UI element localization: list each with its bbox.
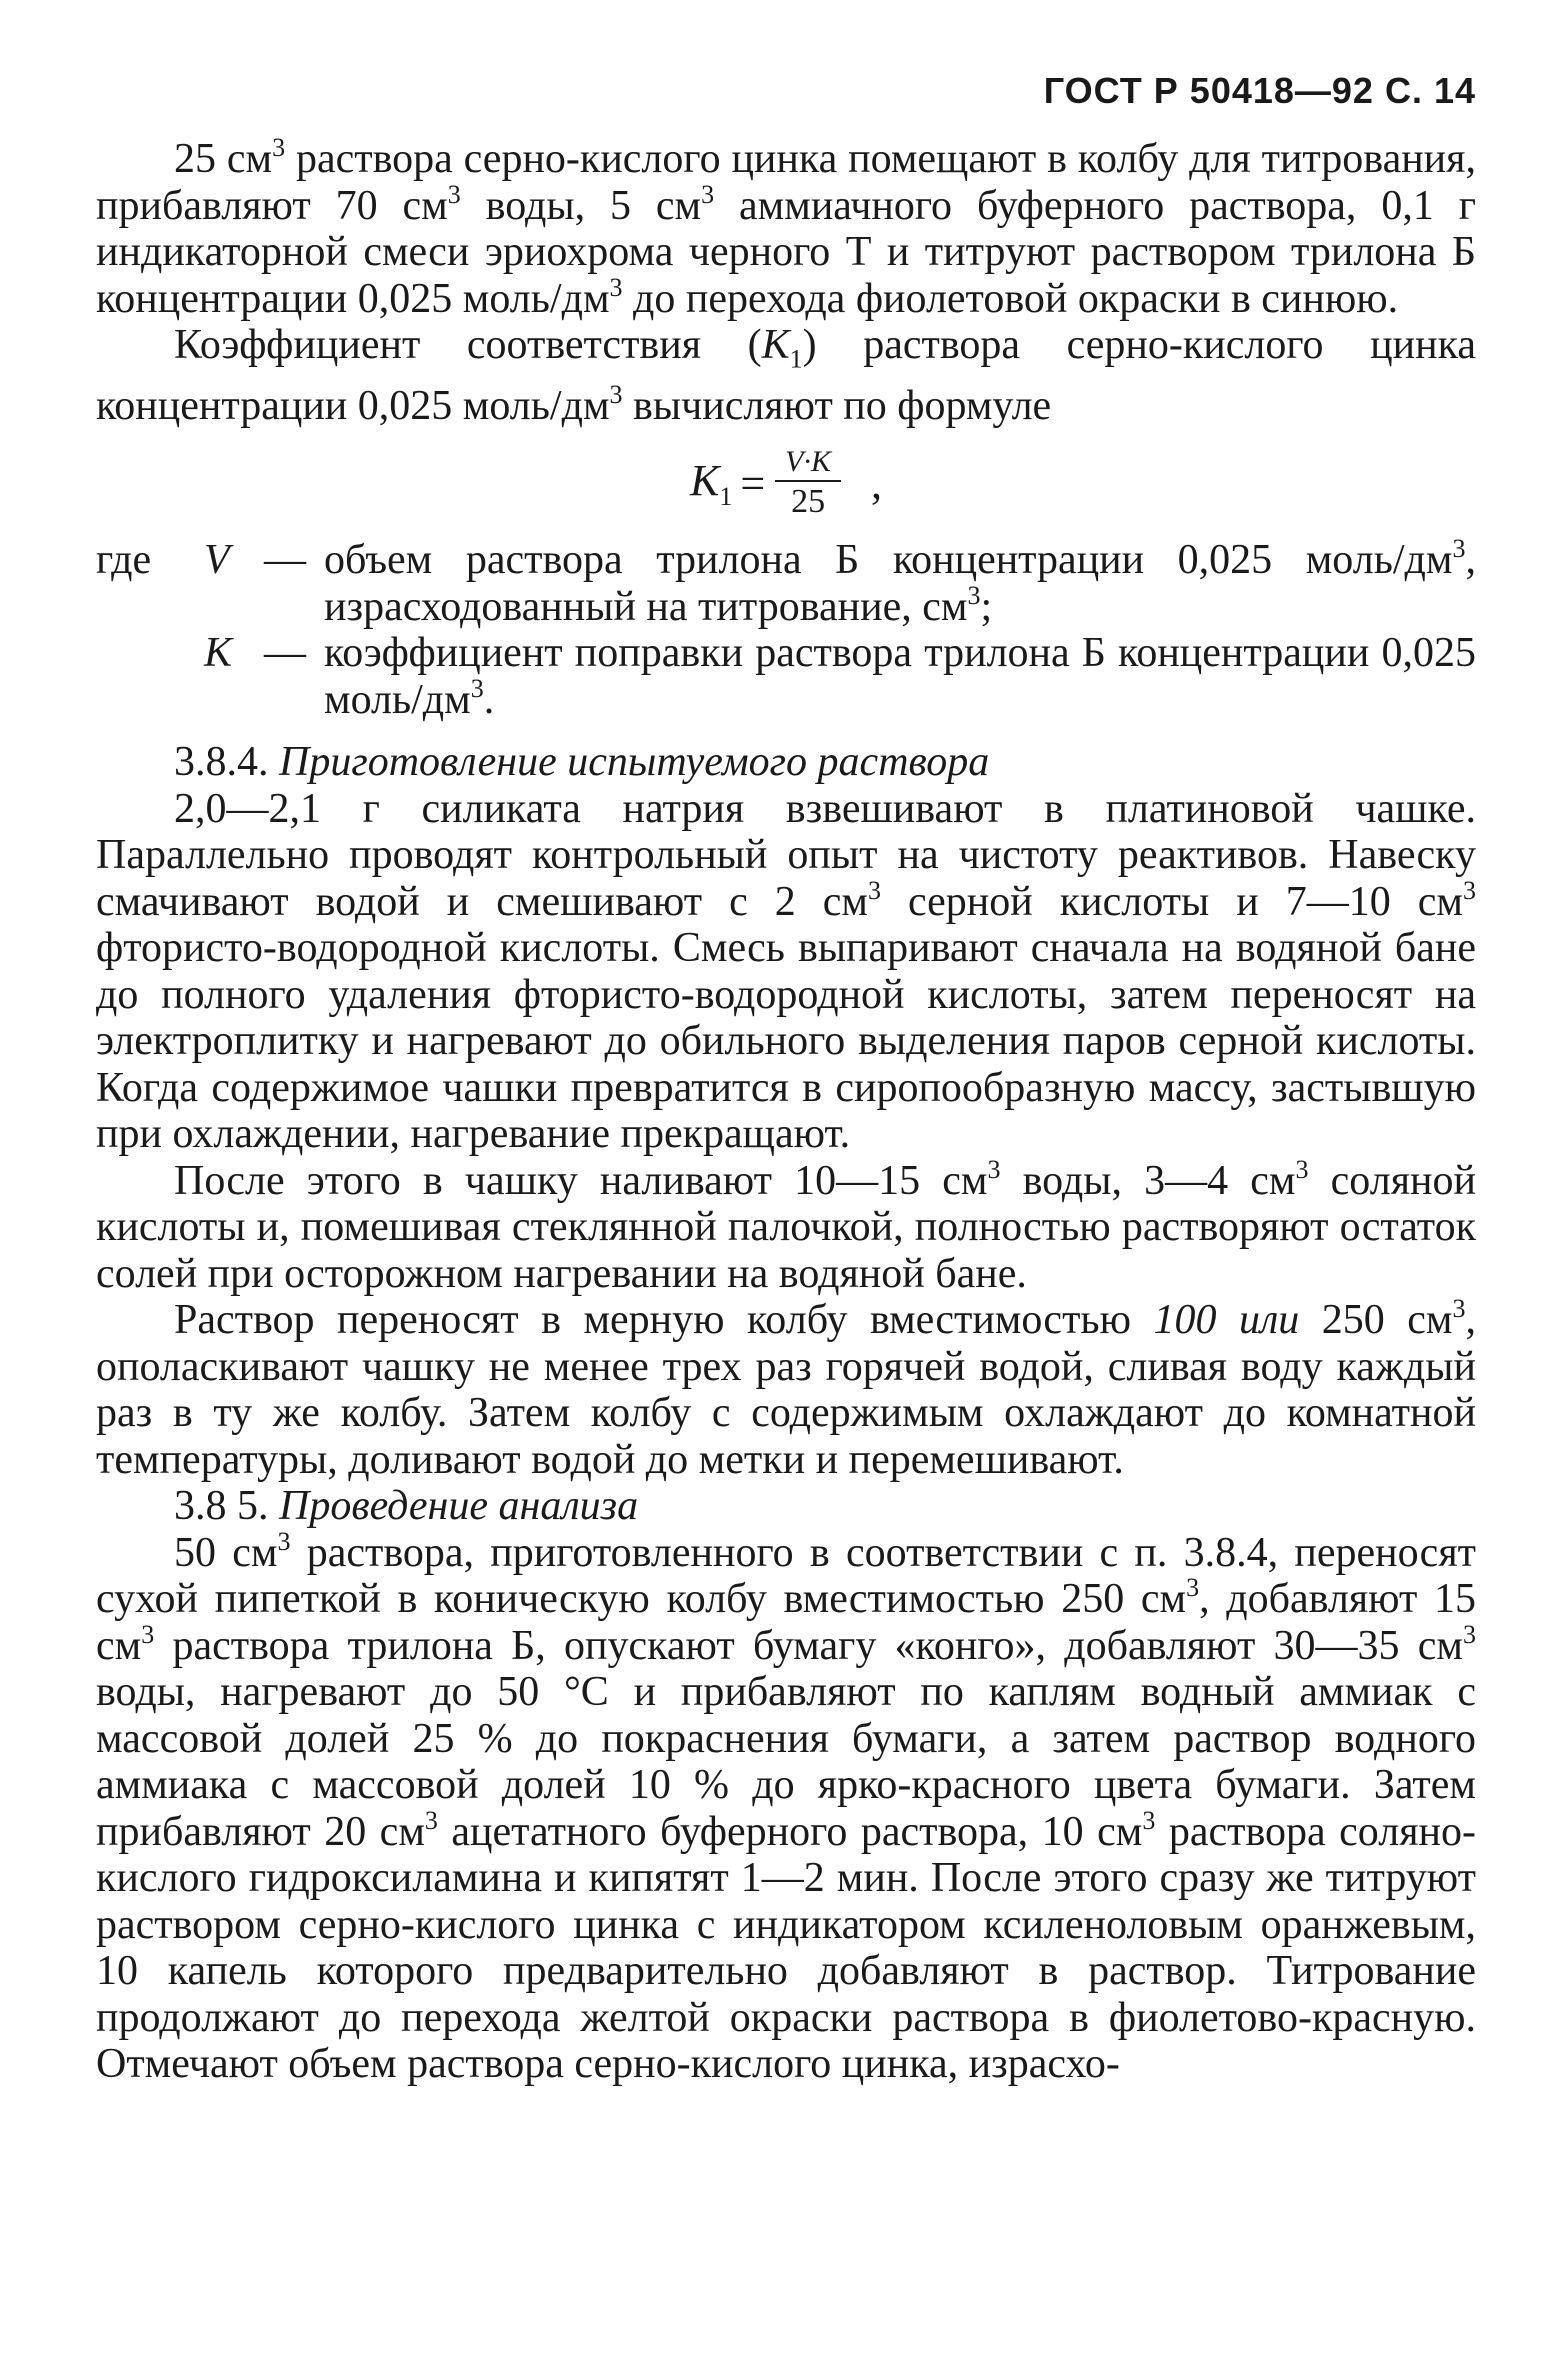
paragraph-titration-procedure: 25 $см^3$ раствора серно-кислого цинка помещают в колбу для титрования, прибавляют 70 $см^3$ воды, 5 $см^3$ аммиачного буферного раствора, 0,1 г индикаторной смеси эриохрома черного Т и титруют раствором трилона Б концентрации 0,025 моль/$дм^3$ до перехода фиолетовой окраски в синюю.	[96, 133, 1476, 322]
paragraph-transfer: Раствор переносят в мерную колбу вместимостью 100 или 250 $см^3$, ополаскивают чашку не менее трех раз горячей водой, сливая воду каждый раз в ту же колбу. Затем колбу с содержимым охлаждают до комнатной температуры, доливают водой до метки и перемешивают.	[96, 1294, 1476, 1483]
definition-row: где V — объем раствора трилона Б концентрации 0,025 моль/$дм^3$, израсходованный на титрование, $см^3$;	[96, 534, 1476, 630]
formula-definitions	[96, 534, 1476, 723]
formula-comma: ,	[871, 458, 883, 508]
section-heading-3-8-5: 3.8 5. Проведение анализа	[174, 1483, 639, 1530]
paragraph-analysis-procedure: 50 $см^3$ раствора, приготовленного в соответствии с п. 3.8.4, переносят сухой пипеткой в коническую колбу вместимостью 250 $см^3$, добавляют 15 $см^3$ раствора трилона Б, опускают бумагу «конго», добавляют 30—35 $см^3$ воды, нагревают до 50 °С и прибавляют по каплям водный аммиак с массовой долей 25 % до покраснения бумаги, а затем раствор водного аммиака с массовой долей 10 % до ярко-красного цвета бумаги. Затем прибавляют 20 $см^3$ ацетатного буферного раствора, 10 $см^3$ раствора соляно-кислого гидроксиламина и кипятят 1—2 мин. После этого сразу же титруют раствором серно-кислого цинка с индикатором ксиленоловым оранжевым, 10 капель которого предварительно добавляют в раствор. Титрование продолжают до перехода желтой окраски раствора в фиолетово-красную. Отмечают объем раствора серно-кислого цинка, израсхо-	[96, 1526, 1476, 2088]
running-head: ГОСТ Р 50418—92 С. 14	[1043, 70, 1476, 111]
paragraph-sample-preparation: 2,0—2,1 г силиката натрия взвешивают в платиновой чашке. Параллельно проводят контрольный опыт на чистоту реактивов. Навеску смачивают водой и смешивают с 2 $см^3$ серной кислоты и 7—10 $см^3$ фтористо-водородной кислоты. Смесь выпаривают сначала на водяной бане до полного удаления фтористо-водородной кислоты, затем переносят на электроплитку и нагревают до обильного выделения паров серной кислоты. Когда содержимое чашки превратится в сиропообразную массу, застывшую при охлаждении, нагревание прекращают.	[96, 785, 1476, 1158]
formula-lhs: $K_1$	[689, 455, 733, 511]
definition-row: K — коэффициент поправки раствора трилона Б концентрации 0,025 моль/$дм^3$.	[204, 630, 1476, 723]
formula-denominator: 25	[791, 483, 826, 521]
formula-equals: =	[740, 458, 766, 508]
paragraph-coefficient-intro: Коэффициент соответствия $(K_1)$ раствора серно-кислого цинка концентрации 0,025 моль/$дм^3$ вычисляют по формуле	[96, 322, 1476, 429]
coefficient-formula	[96, 433, 1476, 533]
paragraph-dissolution: После этого в чашку наливают 10—15 $см^3$ воды, 3—4 $см^3$ соляной кислоты и, помешивая стеклянной палочкой, полностью растворяют остаток солей при осторожном нагревании на водяной бане.	[96, 1154, 1476, 1297]
document-page	[96, 70, 1476, 2088]
formula-numerator: V·K	[775, 444, 841, 482]
formula-fraction	[775, 444, 841, 522]
section-heading-3-8-4: 3.8.4. Приготовление испытуемого раствора	[174, 739, 990, 786]
